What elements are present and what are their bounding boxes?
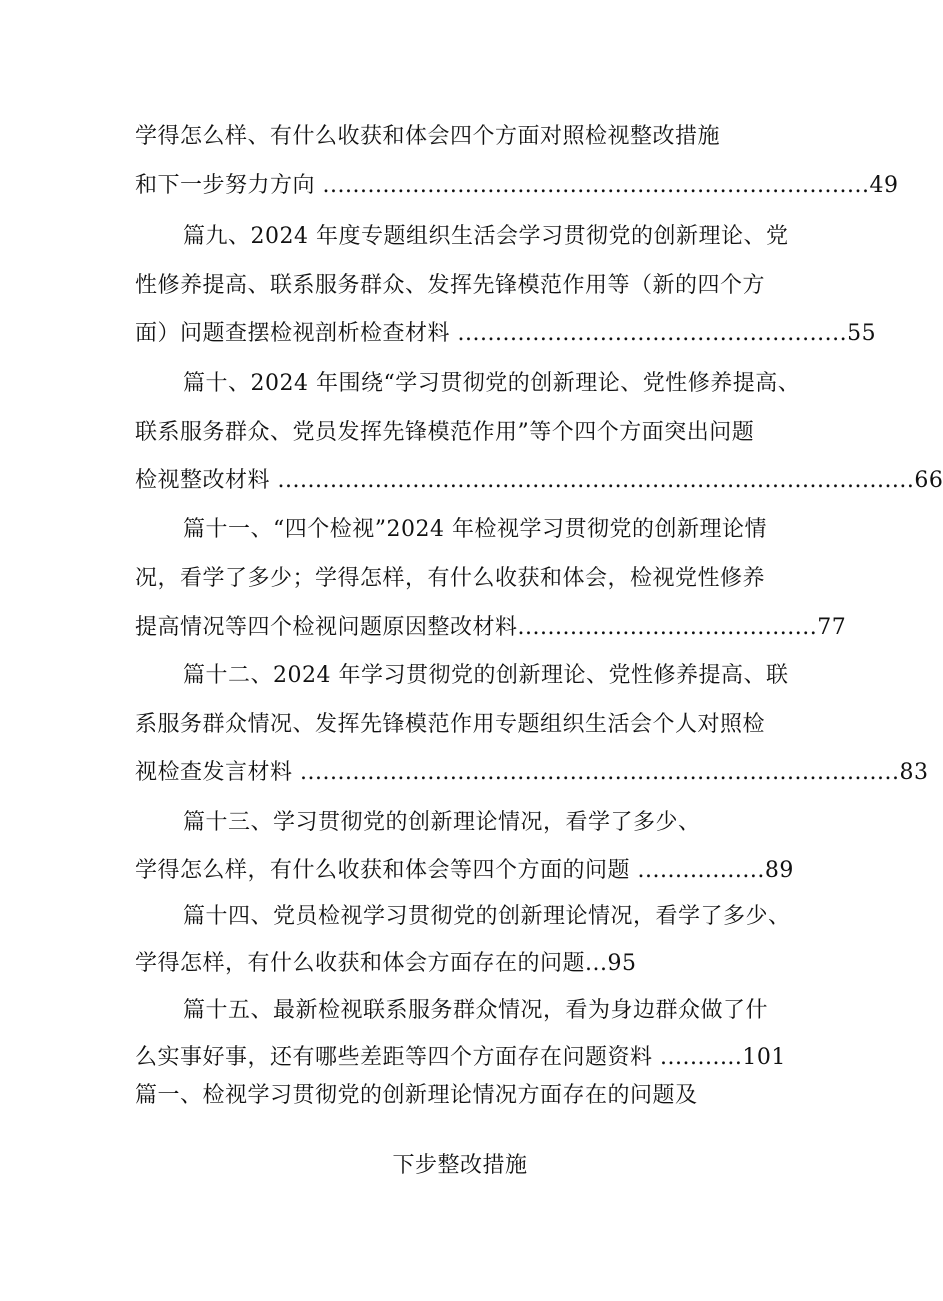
- toc-line-last: [135, 758, 928, 788]
- toc-line-last: [135, 319, 876, 349]
- toc-page-number: 77: [817, 615, 847, 640]
- section-subheading: 下步整改措施: [392, 1153, 528, 1178]
- section-heading: 篇一、检视学习贯彻党的创新理论情况方面存在的问题及: [135, 1083, 698, 1108]
- toc-text: 么实事好事，还有哪些差距等四个方面存在问题资料 ...........: [135, 1045, 743, 1070]
- toc-line-last: [135, 856, 794, 886]
- toc-line: 况，看学了多少；学得怎样，有什么收获和体会，检视党性修养: [135, 566, 766, 591]
- toc-page-number: 66: [914, 468, 943, 493]
- toc-line: 篇十四、党员检视学习贯彻党的创新理论情况，看学了多少、: [183, 904, 791, 929]
- toc-line-last: [135, 949, 636, 979]
- toc-line: 篇十、2024 年围绕“学习贯彻党的创新理论、党性修养提高、: [183, 371, 801, 396]
- toc-text: 学得怎么样，有什么收获和体会等四个方面的问题 .................: [135, 858, 765, 883]
- toc-line: 联系服务群众、党员发挥先锋模范作用”等个四个方面突出问题: [135, 420, 755, 445]
- toc-text: 提高情况等四个检视问题原因整改材料........................................: [135, 615, 818, 640]
- toc-page-number: 89: [764, 858, 794, 883]
- toc-page-number: 95: [607, 951, 637, 976]
- toc-text: 和下一步努力方向 .........................................................................: [135, 173, 870, 198]
- toc-line-last: [135, 1043, 786, 1073]
- toc-page-number: 49: [869, 173, 899, 198]
- toc-line: 篇十三、学习贯彻党的创新理论情况，看学了多少、: [183, 810, 701, 835]
- toc-text: 检视整改材料 .....................................................................................: [135, 468, 915, 493]
- toc-line-last: [135, 171, 899, 201]
- toc-text: 面）问题查摆检视剖析检查材料 ....................................................: [135, 321, 848, 346]
- toc-line: 学得怎么样、有什么收获和体会四个方面对照检视整改措施: [135, 124, 721, 149]
- toc-text: 学得怎样，有什么收获和体会方面存在的问题...: [135, 951, 608, 976]
- toc-page-number: 55: [847, 321, 877, 346]
- toc-line: 篇十二、2024 年学习贯彻党的创新理论、党性修养提高、联: [183, 663, 789, 688]
- toc-line: 系服务群众情况、发挥先锋模范作用专题组织生活会个人对照检: [135, 712, 766, 737]
- toc-line: 篇十一、“四个检视”2024 年检视学习贯彻党的创新理论情: [183, 517, 767, 542]
- toc-page-number: 101: [742, 1045, 786, 1070]
- toc-text: 视检查发言材料 ................................................................................: [135, 760, 900, 785]
- toc-line-last: [135, 613, 846, 643]
- toc-line: 篇九、2024 年度专题组织生活会学习贯彻党的创新理论、党: [183, 224, 789, 249]
- toc-line: 性修养提高、联系服务群众、发挥先锋模范作用等（新的四个方: [135, 273, 766, 298]
- toc-page-number: 83: [899, 760, 929, 785]
- toc-line: 篇十五、最新检视联系服务群众情况，看为身边群众做了什: [183, 998, 769, 1023]
- toc-line-last: [135, 466, 943, 496]
